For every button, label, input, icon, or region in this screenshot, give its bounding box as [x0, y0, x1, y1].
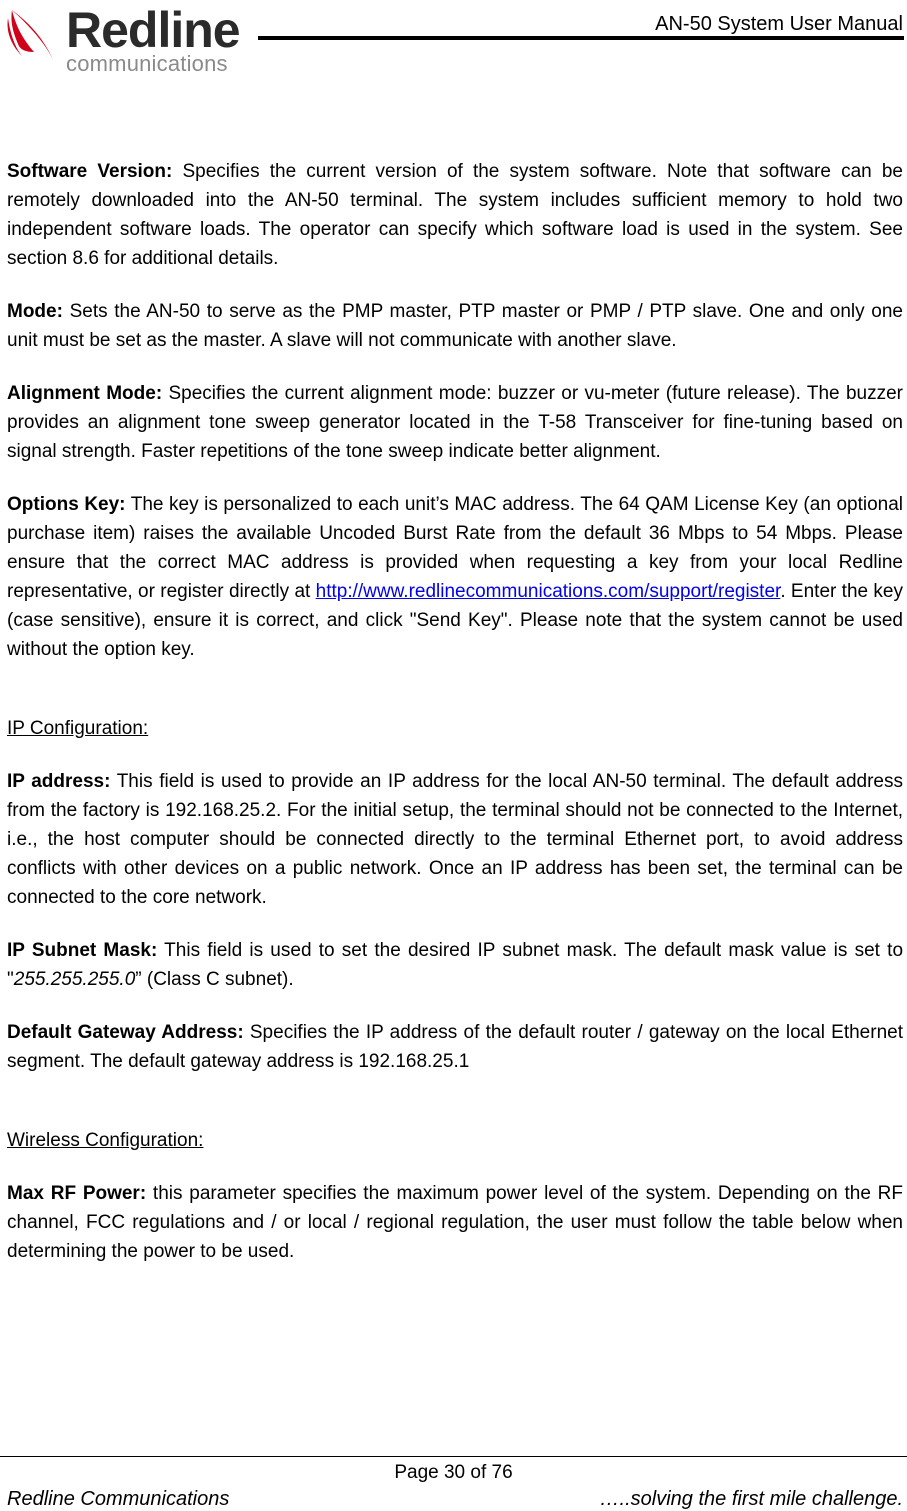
ip-configuration-heading: IP Configuration:: [7, 718, 149, 739]
document-body: [7, 157, 903, 1266]
options-key-term: Options Key:: [7, 494, 126, 515]
ip-subnet-text-before: This field is used to set the desired IP subnet mask. The default mask value is set to ": [7, 940, 904, 990]
default-gateway-paragraph: [7, 1018, 903, 1076]
register-link[interactable]: http://www.redlinecommunications.com/support/register: [315, 581, 781, 602]
ip-address-paragraph: [7, 767, 903, 912]
ip-address-text: This field is used to provide an IP address for the local AN-50 terminal. The default address from the factory is 192.168.25.2. For the initial setup, the terminal should not be connected to the Internet, i.e., the host computer should be connected directly to the terminal Ethernet port, to avoid address conflicts with other devices on a public network. Once an IP address has been set, the terminal can be connected to the core network.: [7, 771, 903, 908]
logo-wordmark: Redline: [66, 2, 240, 58]
manual-title: AN-50 System User Manual: [655, 13, 903, 35]
redline-logo: [4, 4, 256, 82]
options-key-paragraph: [7, 490, 903, 664]
page-header: [0, 0, 907, 90]
max-rf-power-text: this parameter specifies the maximum power level of the system. Depending on the RF channel, FCC regulations and / or local / regional regulation, the user must follow the table below when determining the power to be used.: [7, 1183, 903, 1262]
software-version-paragraph: [7, 157, 903, 273]
max-rf-power-paragraph: [7, 1179, 903, 1266]
max-rf-power-term: Max RF Power:: [7, 1183, 147, 1204]
alignment-mode-term: Alignment Mode:: [7, 383, 163, 404]
mode-text: Sets the AN-50 to serve as the PMP master, PTP master or PMP / PTP slave. One and only one unit must be set as the master. A slave will not communicate with another slave.: [7, 301, 903, 351]
header-rule: [258, 36, 904, 40]
software-version-text: Specifies the current version of the system software. Note that software can be remotely downloaded into the AN-50 terminal. The system includes sufficient memory to hold two independent software loads. The operator can specify which software load is used in the system. See section 8.6 for additional details.: [7, 161, 903, 269]
footer-rule: [0, 1456, 907, 1457]
mode-paragraph: [7, 297, 903, 355]
footer-tagline: …..solving the first mile challenge.: [599, 1488, 903, 1510]
ip-subnet-value: 255.255.255.0: [13, 969, 136, 990]
mode-term: Mode:: [7, 301, 63, 322]
alignment-mode-text: Specifies the current alignment mode: buzzer or vu-meter (future release). The buzzer provides an alignment tone sweep generator located in the T-58 Transceiver for fine-tuning based on signal strength. Faster repetitions of the tone sweep indicate better alignment.: [7, 383, 903, 462]
software-version-term: Software Version:: [7, 161, 173, 182]
wireless-configuration-heading: Wireless Configuration:: [7, 1130, 204, 1151]
alignment-mode-paragraph: [7, 379, 903, 466]
options-key-text-before: The key is personalized to each unit’s MAC address. The 64 QAM License Key (an optional purchase item) raises the available Uncoded Burst Rate from the default 36 Mbps to 54 Mbps. Please ensure that the correct MAC address is provided when requesting a key from your local Redline representative, or register directly at: [7, 494, 904, 602]
redline-swoosh-icon: [4, 4, 64, 68]
default-gateway-text: Specifies the IP address of the default router / gateway on the local Ethernet segment. The default gateway address is 192.168.25.1: [7, 1022, 903, 1072]
logo-subtitle: communications: [66, 51, 228, 76]
page-number: Page 30 of 76: [394, 1462, 513, 1483]
footer-company: Redline Communications: [7, 1488, 230, 1510]
default-gateway-term: Default Gateway Address:: [7, 1022, 244, 1043]
ip-subnet-paragraph: [7, 936, 903, 994]
ip-subnet-text-after: ” (Class C subnet).: [135, 969, 294, 990]
ip-subnet-term: IP Subnet Mask:: [7, 940, 158, 961]
ip-address-term: IP address:: [7, 771, 111, 792]
options-key-text-after: . Enter the key (case sensitive), ensure it is correct, and click "Send Key". Please note that the system cannot be used without the option key.: [7, 581, 903, 660]
